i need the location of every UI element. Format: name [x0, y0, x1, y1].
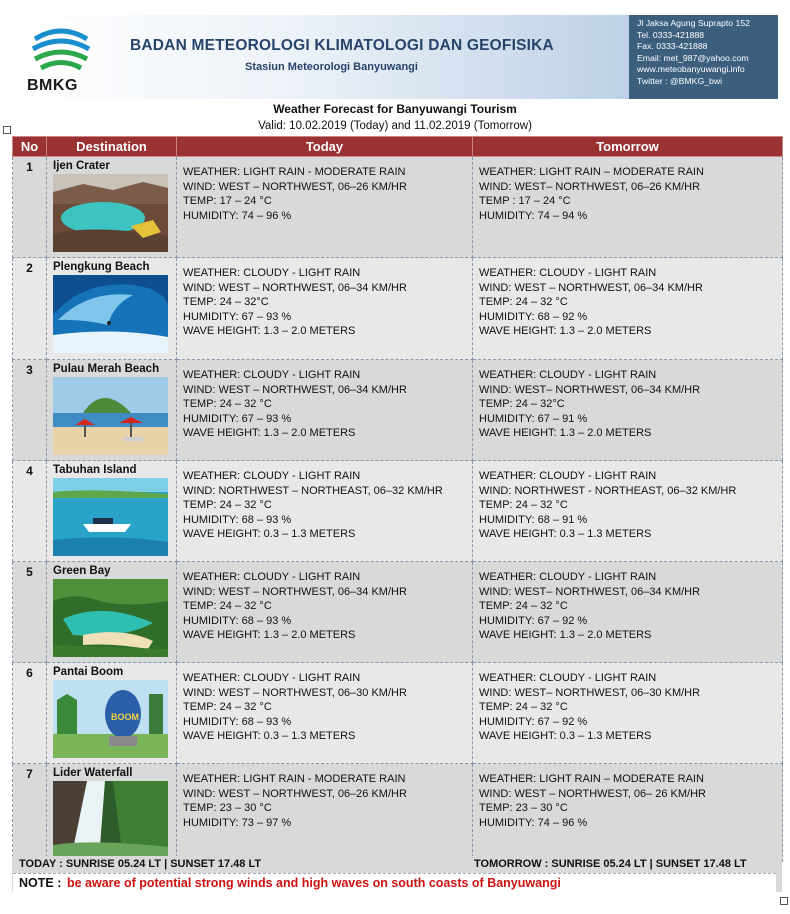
tomorrow-forecast-cell: [473, 258, 783, 360]
tomorrow-forecast-line: WEATHER: CLOUDY - LIGHT RAIN: [479, 369, 657, 381]
tomorrow-forecast-line: HUMIDITY: 74 – 96 %: [479, 816, 588, 829]
contact-twitter: Twitter : @BMKG_bwi: [637, 75, 723, 86]
today-forecast-cell: [177, 461, 473, 562]
tomorrow-forecast-line: HUMIDITY: 68 – 92 %: [479, 310, 588, 323]
tomorrow-forecast-line: TEMP: 24 – 32 °C: [479, 499, 568, 511]
destination-name: Pantai Boom: [53, 666, 124, 678]
today-forecast-line: HUMIDITY: 68 – 93 %: [183, 715, 292, 728]
today-forecast-line: HUMIDITY: 74 – 96 %: [183, 209, 292, 222]
table-row: [13, 562, 783, 663]
forecast-table: [12, 136, 783, 862]
today-forecast-cell: [177, 157, 473, 258]
tomorrow-forecast-cell: [473, 157, 783, 258]
destination-cell: [47, 258, 177, 360]
today-forecast-line: TEMP: 24 – 32 °C: [183, 701, 272, 713]
tomorrow-forecast-line: WIND: NORTHWEST - NORTHEAST, 06–32 KM/HR: [479, 484, 737, 497]
today-forecast-line: WIND: WEST – NORTHWEST, 06–30 KM/HR: [183, 686, 407, 699]
today-forecast-line: WEATHER: LIGHT RAIN - MODERATE RAIN: [183, 773, 406, 785]
table-move-handle[interactable]: [3, 126, 11, 134]
today-forecast-line: WIND: WEST – NORTHWEST, 06–26 KM/HR: [183, 180, 407, 193]
col-header-today: Today: [177, 137, 473, 157]
destination-name: Lider Waterfall: [53, 767, 133, 779]
tomorrow-forecast-line: WAVE HEIGHT: 0.3 – 1.3 METERS: [479, 730, 652, 742]
today-forecast-line: WAVE HEIGHT: 1.3 – 2.0 METERS: [183, 325, 356, 337]
today-forecast-line: WEATHER: CLOUDY - LIGHT RAIN: [183, 672, 361, 684]
tomorrow-forecast-line: WEATHER: LIGHT RAIN – MODERATE RAIN: [479, 773, 704, 785]
tomorrow-forecast-line: WIND: WEST– NORTHWEST, 06–30 KM/HR: [479, 686, 701, 699]
table-row: [13, 258, 783, 360]
tomorrow-forecast-cell: [473, 764, 783, 862]
today-forecast-line: WAVE HEIGHT: 1.3 – 2.0 METERS: [183, 427, 356, 439]
destination-cell: [47, 764, 177, 862]
today-forecast-line: WIND: WEST – NORTHWEST, 06–26 KM/HR: [183, 787, 407, 800]
today-forecast-line: HUMIDITY: 68 – 93 %: [183, 513, 292, 526]
today-forecast-line: WIND: WEST – NORTHWEST, 06–34 KM/HR: [183, 281, 407, 294]
today-forecast-line: TEMP: 24 – 32 °C: [183, 398, 272, 410]
tomorrow-forecast-line: TEMP: 24 – 32°C: [479, 398, 565, 410]
tomorrow-forecast-line: WEATHER: CLOUDY - LIGHT RAIN: [479, 672, 657, 684]
tomorrow-forecast-line: WAVE HEIGHT: 1.3 – 2.0 METERS: [479, 629, 652, 641]
note-text: be aware of potential strong winds and high waves on south coasts of Banyuwangi: [67, 876, 561, 890]
tomorrow-forecast-line: HUMIDITY: 67 – 92 %: [479, 715, 588, 728]
tomorrow-forecast-line: WIND: WEST– NORTHWEST, 06–34 KM/HR: [479, 585, 701, 598]
today-forecast-cell: [177, 562, 473, 663]
destination-cell: [47, 360, 177, 461]
table-resize-handle[interactable]: [780, 897, 788, 905]
tomorrow-forecast-line: WIND: WEST– NORTHWEST, 06–34 KM/HR: [479, 383, 701, 396]
today-forecast-line: TEMP: 23 – 30 °C: [183, 802, 272, 814]
destination-name: Ijen Crater: [53, 160, 110, 172]
waterfall-photo: [53, 781, 168, 859]
row-number: 7: [13, 764, 47, 862]
note-label: NOTE :: [19, 876, 62, 890]
tomorrow-forecast-line: WEATHER: CLOUDY - LIGHT RAIN: [479, 267, 657, 279]
contact-fax: Fax. 0333-421888: [637, 41, 708, 51]
today-forecast-line: TEMP: 24 – 32 °C: [183, 499, 272, 511]
boom-monument-photo: [53, 680, 168, 758]
row-number: 1: [13, 157, 47, 258]
tomorrow-forecast-line: TEMP : 17 – 24 °C: [479, 195, 571, 207]
station-name: Stasiun Meteorologi Banyuwangi: [245, 61, 418, 73]
tomorrow-forecast-line: HUMIDITY: 67 – 91 %: [479, 412, 588, 425]
tomorrow-forecast-line: WAVE HEIGHT: 1.3 – 2.0 METERS: [479, 427, 652, 439]
sun-tomorrow: TOMORROW : SUNRISE 05.24 LT | SUNSET 17.48 LT: [474, 858, 747, 870]
contact-tel: Tel. 0333-421888: [637, 29, 705, 40]
tomorrow-forecast-line: WEATHER: LIGHT RAIN – MODERATE RAIN: [479, 166, 704, 178]
boat-sea-photo: [53, 478, 168, 556]
sun-today: TODAY : SUNRISE 05.24 LT | SUNSET 17.48 LT: [19, 858, 262, 870]
table-row: [13, 360, 783, 461]
contact-website: www.meteobanyuwangi.info: [637, 64, 745, 74]
today-forecast-line: TEMP: 24 – 32°C: [183, 296, 269, 308]
today-forecast-cell: [177, 764, 473, 862]
letterhead: [13, 15, 778, 99]
tomorrow-forecast-cell: [473, 663, 783, 764]
tomorrow-forecast-cell: [473, 360, 783, 461]
crater-photo: [53, 174, 168, 252]
today-forecast-line: HUMIDITY: 73 – 97 %: [183, 816, 292, 829]
today-forecast-line: WEATHER: CLOUDY - LIGHT RAIN: [183, 369, 361, 381]
tomorrow-forecast-line: WIND: WEST – NORTHWEST, 06– 26 KM/HR: [479, 787, 706, 800]
table-header-row: [13, 137, 783, 157]
col-header-no: No: [13, 137, 47, 157]
contact-address: Jl Jaksa Agung Suprapto 152: [637, 18, 751, 28]
note-bar: [13, 873, 776, 892]
today-forecast-line: WIND: WEST – NORTHWEST, 06–34 KM/HR: [183, 383, 407, 396]
today-forecast-line: HUMIDITY: 67 – 93 %: [183, 412, 292, 425]
today-forecast-line: WEATHER: LIGHT RAIN - MODERATE RAIN: [183, 166, 406, 178]
table-row: [13, 663, 783, 764]
destination-cell: [47, 663, 177, 764]
agency-name: BADAN METEOROLOGI KLIMATOLOGI DAN GEOFISIKA: [130, 37, 554, 54]
tomorrow-forecast-line: TEMP: 24 – 32 °C: [479, 701, 568, 713]
page-title: Weather Forecast for Banyuwangi Tourism: [273, 102, 517, 116]
tomorrow-forecast-line: TEMP: 24 – 32 °C: [479, 600, 568, 612]
today-forecast-line: WEATHER: CLOUDY - LIGHT RAIN: [183, 470, 361, 482]
destination-name: Green Bay: [53, 565, 111, 577]
tomorrow-forecast-line: WEATHER: CLOUDY - LIGHT RAIN: [479, 571, 657, 583]
table-row: [13, 764, 783, 862]
today-forecast-line: WEATHER: CLOUDY - LIGHT RAIN: [183, 571, 361, 583]
today-forecast-line: WAVE HEIGHT: 1.3 – 2.0 METERS: [183, 629, 356, 641]
contact-email: Email: met_987@yahoo.com: [637, 52, 749, 63]
tomorrow-forecast-line: WEATHER: CLOUDY - LIGHT RAIN: [479, 470, 657, 482]
today-forecast-cell: [177, 258, 473, 360]
green-bay-photo: [53, 579, 168, 657]
today-forecast-line: TEMP: 17 – 24 °C: [183, 195, 272, 207]
destination-cell: [47, 562, 177, 663]
row-number: 2: [13, 258, 47, 360]
tomorrow-forecast-line: WAVE HEIGHT: 1.3 – 2.0 METERS: [479, 325, 652, 337]
today-forecast-cell: [177, 663, 473, 764]
tomorrow-forecast-line: HUMIDITY: 67 – 92 %: [479, 614, 588, 627]
row-number: 3: [13, 360, 47, 461]
tomorrow-forecast-line: TEMP: 24 – 32 °C: [479, 296, 568, 308]
destination-cell: [47, 157, 177, 258]
today-forecast-line: TEMP: 24 – 32 °C: [183, 600, 272, 612]
tomorrow-forecast-cell: [473, 562, 783, 663]
valid-dates: Valid: 10.02.2019 (Today) and 11.02.2019 (Tomorrow): [258, 120, 532, 132]
today-forecast-line: HUMIDITY: 68 – 93 %: [183, 614, 292, 627]
destination-name: Tabuhan Island: [53, 464, 137, 476]
red-island-beach-photo: [53, 377, 168, 455]
tomorrow-forecast-line: HUMIDITY: 74 – 94 %: [479, 209, 588, 222]
destination-name: Pulau Merah Beach: [53, 363, 160, 375]
destination-name: Plengkung Beach: [53, 261, 150, 273]
row-number: 6: [13, 663, 47, 764]
today-forecast-line: WAVE HEIGHT: 0.3 – 1.3 METERS: [183, 528, 356, 540]
table-row: [13, 461, 783, 562]
today-forecast-line: WAVE HEIGHT: 0.3 – 1.3 METERS: [183, 730, 356, 742]
contact-box: [629, 15, 778, 99]
today-forecast-line: WIND: NORTHWEST – NORTHEAST, 06–32 KM/HR: [183, 484, 443, 497]
today-forecast-line: WEATHER: CLOUDY - LIGHT RAIN: [183, 267, 361, 279]
tomorrow-forecast-line: WIND: WEST– NORTHWEST, 06–26 KM/HR: [479, 180, 701, 193]
destination-cell: [47, 461, 177, 562]
tomorrow-forecast-line: HUMIDITY: 68 – 91 %: [479, 513, 588, 526]
table-row: [13, 157, 783, 258]
tomorrow-forecast-line: WIND: WEST – NORTHWEST, 06–34 KM/HR: [479, 281, 703, 294]
row-number: 4: [13, 461, 47, 562]
today-forecast-cell: [177, 360, 473, 461]
tomorrow-forecast-cell: [473, 461, 783, 562]
tomorrow-forecast-line: WAVE HEIGHT: 0.3 – 1.3 METERS: [479, 528, 652, 540]
logo-text: BMKG: [27, 77, 78, 94]
col-header-tomorrow: Tomorrow: [473, 137, 783, 157]
today-forecast-line: HUMIDITY: 67 – 93 %: [183, 310, 292, 323]
tomorrow-forecast-line: TEMP: 23 – 30 °C: [479, 802, 568, 814]
surf-wave-photo: [53, 275, 168, 353]
row-number: 5: [13, 562, 47, 663]
today-forecast-line: WIND: WEST – NORTHWEST, 06–34 KM/HR: [183, 585, 407, 598]
svg-text:BOOM: BOOM: [111, 712, 139, 722]
col-header-destination: Destination: [47, 137, 177, 157]
